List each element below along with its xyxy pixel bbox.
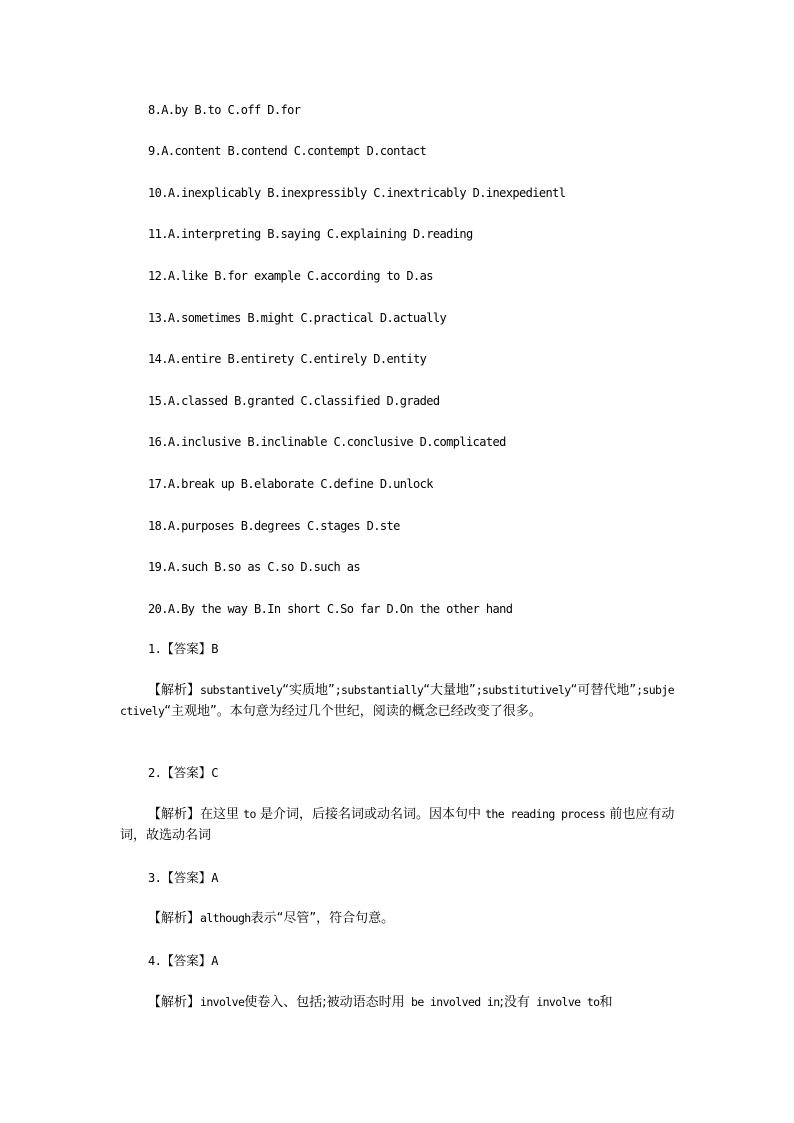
option-line-18: 18.A.purposes B.degrees C.stages D.ste: [148, 519, 400, 533]
answer-tag: 【答案】: [161, 765, 212, 780]
analysis-text: 是介词，后接名词或动名词。因本句中: [255, 807, 486, 822]
analysis-text: ;substantially: [334, 683, 424, 697]
analysis-text: 在这里: [200, 807, 244, 822]
analysis-paragraph-3: [120, 908, 680, 929]
analysis-text: “实质地”: [282, 683, 335, 698]
analysis-paragraph-1: [120, 680, 680, 722]
option-line-15: 15.A.classed B.granted C.classified D.graded: [148, 394, 440, 408]
analysis-text: although: [200, 911, 251, 925]
analysis-paragraph-4: [120, 992, 680, 1013]
answer-number: 2.: [148, 766, 162, 780]
analysis-text: the reading process: [485, 807, 606, 821]
answer-number: 3.: [148, 871, 162, 885]
option-line-16: 16.A.inclusive B.inclinable C.conclusive D.complicated: [148, 435, 506, 449]
option-line-8: 8.A.by B.to C.off D.for: [148, 103, 301, 117]
analysis-tag: 【解析】: [148, 995, 201, 1010]
analysis-text: substantively: [200, 683, 283, 697]
analysis-paragraph-2: [120, 804, 680, 846]
answer-line-3: [148, 869, 218, 887]
analysis-text: “可替代地”: [570, 683, 637, 698]
analysis-text: to: [243, 807, 256, 821]
analysis-text: be involved in: [404, 995, 500, 1009]
option-line-20: 20.A.By the way B.In short C.So far D.On the other hand: [148, 602, 513, 616]
option-line-11: 11.A.interpreting B.saying C.explaining D.reading: [148, 227, 473, 241]
answer-tag: 【答案】: [161, 870, 212, 885]
answer-tag: 【答案】: [161, 641, 212, 656]
answer-value: A: [211, 954, 218, 968]
analysis-text: 前也应有动词，故选动名词: [120, 807, 675, 843]
answer-line-1: [148, 640, 218, 658]
answer-value: B: [211, 642, 218, 656]
answer-tag: 【答案】: [161, 953, 212, 968]
answer-number: 1.: [148, 642, 162, 656]
analysis-tag: 【解析】: [148, 683, 201, 698]
analysis-text: 使卷入、包括;被动语态时用: [244, 995, 405, 1010]
option-line-9: 9.A.content B.contend C.contempt D.contact: [148, 144, 427, 158]
option-line-12: 12.A.like B.for example C.according to D.as: [148, 269, 433, 283]
analysis-text: 和: [599, 995, 613, 1010]
analysis-tag: 【解析】: [148, 807, 201, 822]
option-line-14: 14.A.entire B.entirety C.entirely D.entity: [148, 352, 427, 366]
analysis-text: involve: [200, 995, 245, 1009]
option-line-10: 10.A.inexplicably B.inexpressibly C.inextricably D.inexpedientl: [148, 186, 566, 200]
analysis-text: involve to: [529, 995, 600, 1009]
answer-value: C: [211, 766, 218, 780]
option-line-13: 13.A.sometimes B.might C.practical D.actually: [148, 311, 447, 325]
option-line-17: 17.A.break up B.elaborate C.define D.unlock: [148, 477, 433, 491]
analysis-text: “主观地”。本句意为经过几个世纪，阅读的概念已经改变了很多。: [164, 704, 542, 719]
analysis-text: ;没有: [499, 995, 530, 1010]
option-line-19: 19.A.such B.so as C.so D.such as: [148, 560, 360, 574]
answer-line-4: [148, 952, 218, 970]
answer-number: 4.: [148, 954, 162, 968]
analysis-text: ;substitutively: [475, 683, 571, 697]
analysis-text: 表示“尽管”，符合句意。: [250, 911, 395, 926]
answer-value: A: [211, 871, 218, 885]
analysis-text: “大量地”: [423, 683, 476, 698]
analysis-text: ;subjectively: [120, 683, 675, 718]
analysis-tag: 【解析】: [148, 911, 201, 926]
answer-line-2: [148, 764, 218, 782]
